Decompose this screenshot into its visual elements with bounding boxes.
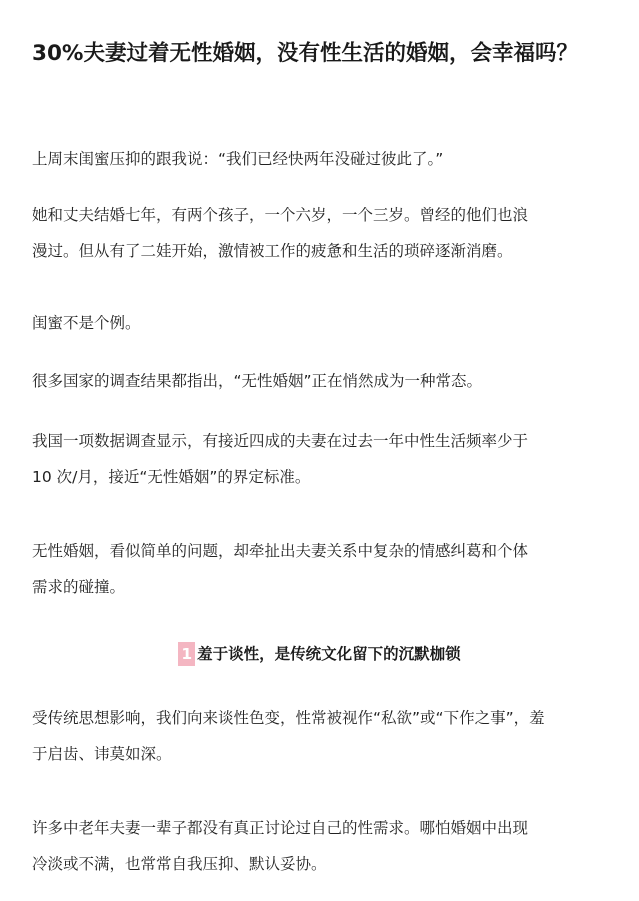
- paragraph-line: 于启齿、讳莫如深。: [32, 745, 172, 763]
- paragraph: [32, 700, 604, 772]
- paragraph: [32, 141, 604, 177]
- section-heading: [0, 640, 639, 668]
- section-number-badge: 1: [178, 642, 195, 666]
- paragraph-line: 冷淡或不满，也常常自我压抑、默认妥协。: [32, 855, 327, 873]
- paragraph: [32, 363, 604, 399]
- paragraph-line: 受传统思想影响，我们向来谈性色变，性常被视作“私欲”或“下作之事”，羞: [32, 709, 545, 727]
- paragraph-line: 无性婚姻，看似简单的问题，却牵扯出夫妻关系中复杂的情感纠葛和个体: [32, 542, 529, 560]
- paragraph-line: 漫过。但从有了二娃开始，激情被工作的疲惫和生活的琐碎逐渐消磨。: [32, 242, 513, 260]
- paragraph-line: 许多中老年夫妻一辈子都没有真正讨论过自己的性需求。哪怕婚姻中出现: [32, 819, 529, 837]
- paragraph-line: 10 次/月，接近“无性婚姻”的界定标准。: [32, 468, 311, 486]
- paragraph: [32, 810, 604, 882]
- article-title: 30%夫妻过着无性婚姻，没有性生活的婚姻，会幸福吗？: [32, 41, 578, 66]
- paragraph: [32, 423, 604, 495]
- paragraph: [32, 533, 604, 605]
- paragraph-line: 她和丈夫结婚七年，有两个孩子，一个六岁，一个三岁。曾经的他们也浪: [32, 206, 529, 224]
- paragraph-line: 需求的碰撞。: [32, 578, 126, 596]
- section-heading-text: 羞于谈性，是传统文化留下的沉默枷锁: [197, 645, 461, 663]
- paragraph-line: 很多国家的调查结果都指出，“无性婚姻”正在悄然成为一种常态。: [32, 372, 483, 390]
- paragraph: [32, 305, 604, 341]
- paragraph-line: 闺蜜不是个例。: [32, 314, 141, 332]
- paragraph-line: 上周末闺蜜压抑的跟我说：“我们已经快两年没碰过彼此了。”: [32, 150, 444, 168]
- paragraph: [32, 197, 604, 269]
- paragraph-line: 我国一项数据调查显示，有接近四成的夫妻在过去一年中性生活频率少于: [32, 432, 529, 450]
